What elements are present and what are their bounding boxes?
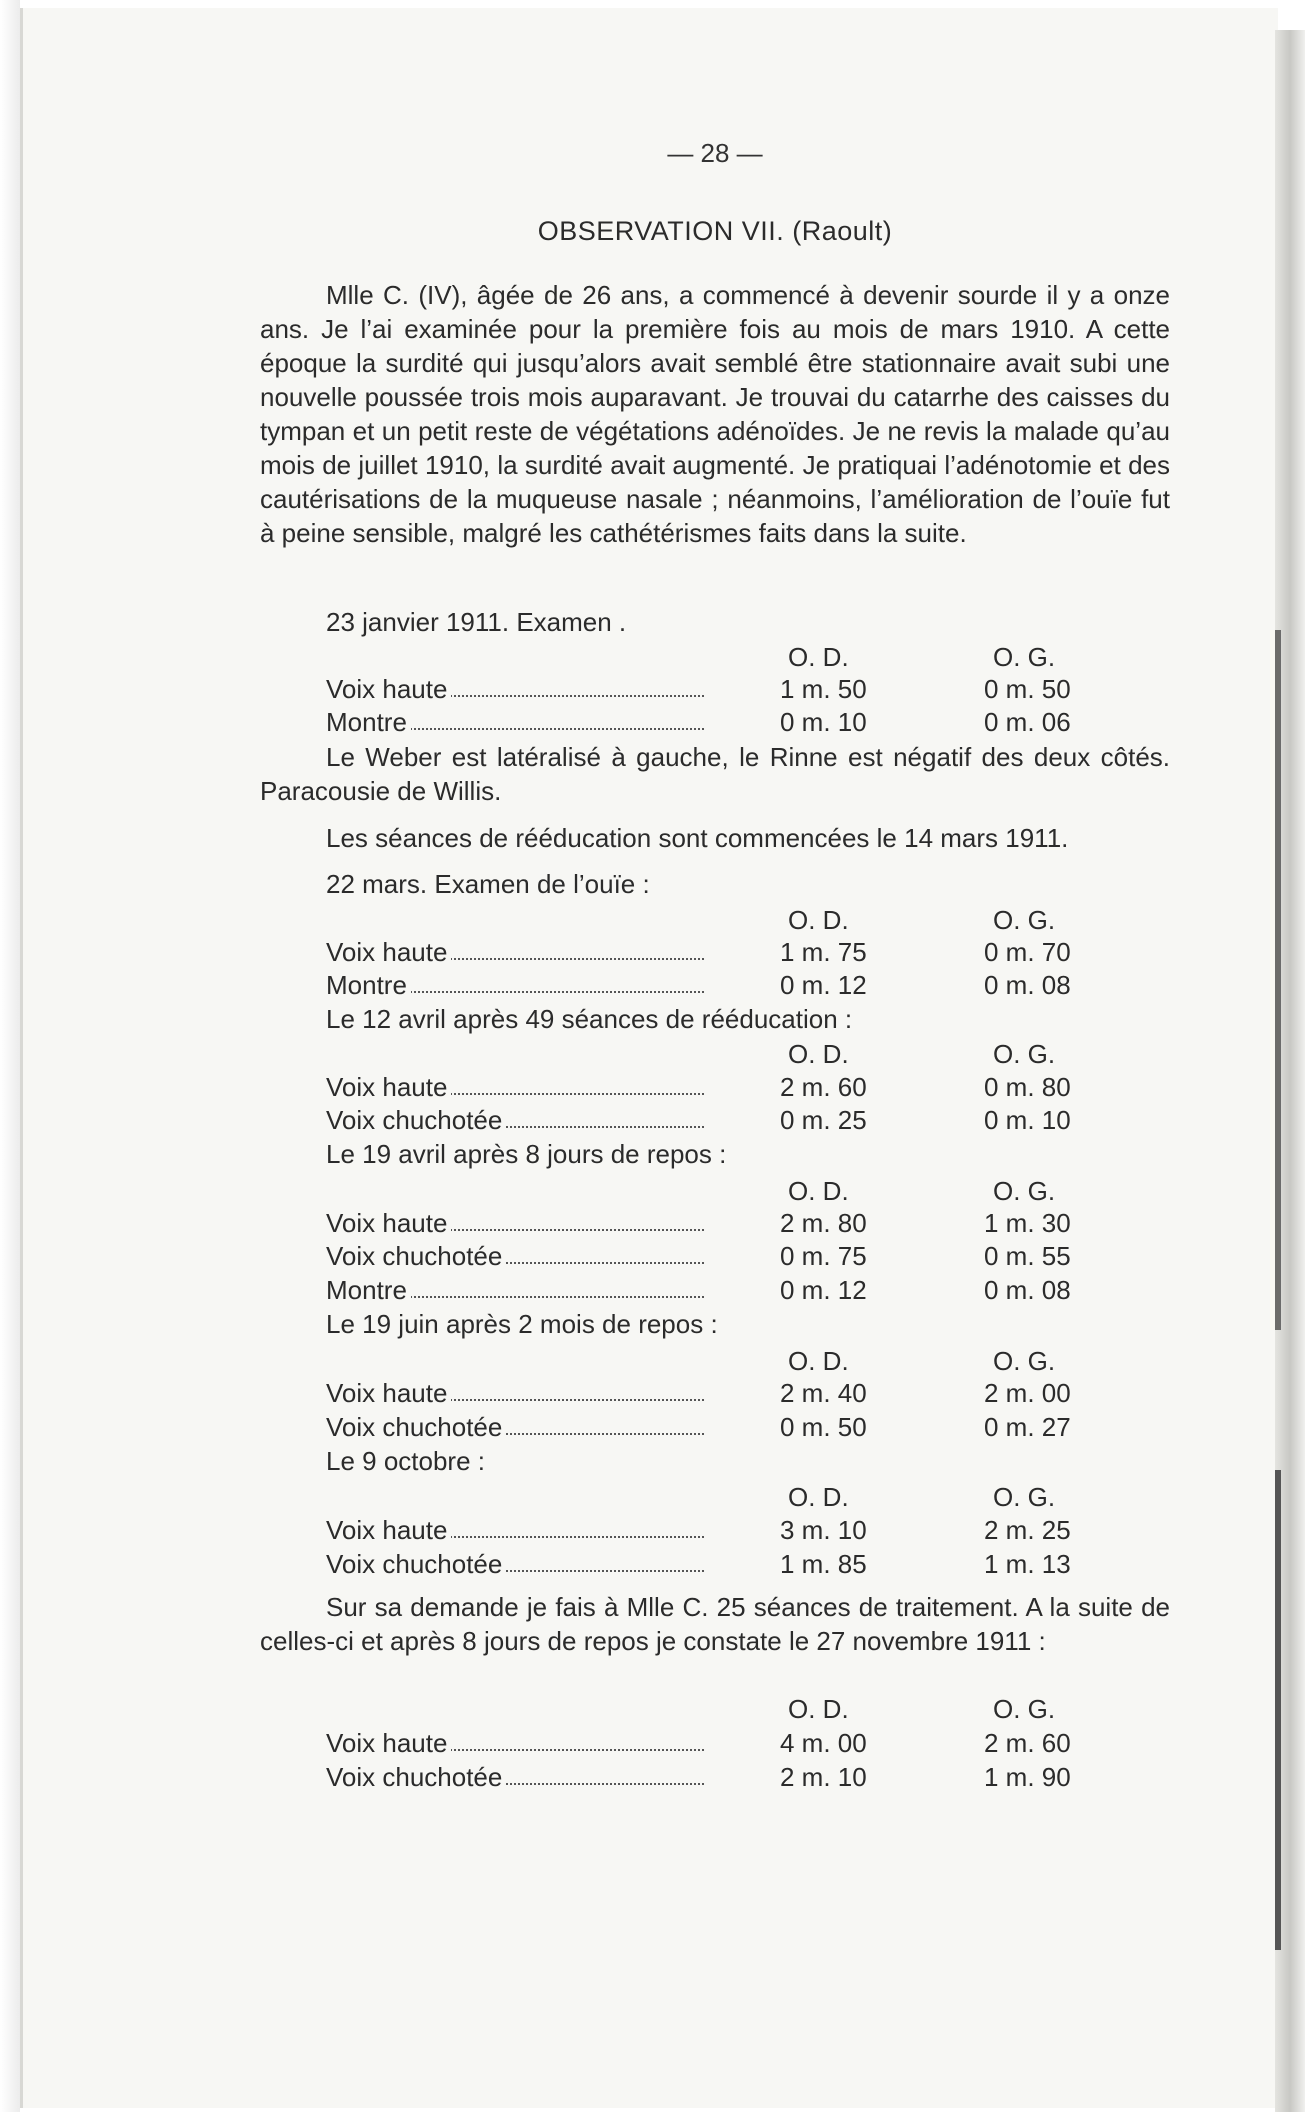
od-value: 0 m. 12 — [780, 1275, 867, 1305]
og-value: 0 m. 80 — [984, 1072, 1071, 1102]
exam-heading: Le 12 avril après 49 séances de rééducation : — [326, 1004, 853, 1034]
og-value: 0 m. 08 — [984, 1275, 1071, 1305]
od-value: 0 m. 50 — [780, 1412, 867, 1442]
og-value: 0 m. 55 — [984, 1241, 1071, 1271]
column-header-og: O. G. — [993, 1482, 1056, 1512]
row-label: Voix chuchotée — [326, 1105, 506, 1135]
od-value: 0 m. 10 — [780, 707, 867, 737]
row-label: Voix haute — [326, 1072, 451, 1102]
page-right-edge — [1275, 30, 1305, 2112]
exam-heading: Le 9 octobre : — [326, 1446, 485, 1476]
og-value: 0 m. 06 — [984, 707, 1071, 737]
og-value: 1 m. 30 — [984, 1208, 1071, 1238]
edge-mark — [1275, 1470, 1281, 1950]
column-header-od: O. D. — [788, 1039, 849, 1069]
row-label: Voix chuchotée — [326, 1762, 506, 1792]
table-row — [326, 1726, 1106, 1760]
table-row — [326, 935, 1106, 969]
row-label: Voix chuchotée — [326, 1549, 506, 1579]
page-binding-edge — [0, 0, 20, 2112]
og-value: 0 m. 50 — [984, 674, 1071, 704]
table-row — [326, 1760, 1106, 1794]
column-header-od: O. D. — [788, 1176, 849, 1206]
od-value: 0 m. 75 — [780, 1241, 867, 1271]
od-value: 0 m. 12 — [780, 970, 867, 1000]
column-header-og: O. G. — [993, 1039, 1056, 1069]
column-header-og: O. G. — [993, 1176, 1056, 1206]
od-value: 0 m. 25 — [780, 1105, 867, 1135]
og-value: 0 m. 27 — [984, 1412, 1071, 1442]
column-header-og: O. G. — [993, 1346, 1056, 1376]
exam-heading: Le 19 juin après 2 mois de repos : — [326, 1309, 718, 1339]
od-value: 3 m. 10 — [780, 1515, 867, 1545]
row-label: Voix haute — [326, 674, 451, 704]
exam-heading: 22 mars. Examen de l’ouïe : — [326, 869, 650, 899]
page-number: — 28 — — [667, 138, 763, 168]
od-value: 1 m. 50 — [780, 674, 867, 704]
intro-paragraph: Mlle C. (IV), âgée de 26 ans, a commencé à devenir sourde il y a onze ans. Je l’ai examinée pour la première fois au mois de mars 1910. A cette époque la surdité qui jusqu’alors avait semblé être stationnaire avait subi une nouvelle poussée trois mois auparavant. Je trouvai du catarrhe des caisses du tympan et un petit reste de végétations adénoïdes. Je ne revis la malade qu’au mois de juillet 1910, la surdité avait augmenté. Je pratiquai l’adénotomie et des cautérisations de la muqueuse nasale ; néanmoins, l’amélioration de l’ouïe fut à peine sensible, malgré les cathétérismes faits dans la suite. — [260, 280, 1170, 548]
od-value: 4 m. 00 — [780, 1728, 867, 1758]
row-label: Voix chuchotée — [326, 1241, 506, 1271]
observation-title: OBSERVATION VII. (Raoult) — [537, 216, 893, 246]
og-value: 2 m. 60 — [984, 1728, 1071, 1758]
od-value: 1 m. 85 — [780, 1549, 867, 1579]
row-label: Voix haute — [326, 1208, 451, 1238]
exam-heading: 23 janvier 1911. Examen . — [326, 607, 627, 637]
table-row — [326, 705, 1106, 739]
column-header-og: O. G. — [993, 1694, 1056, 1724]
row-label: Voix haute — [326, 1378, 451, 1408]
column-header-od: O. D. — [788, 1694, 849, 1724]
od-value: 2 m. 60 — [780, 1072, 867, 1102]
column-header-od: O. D. — [788, 905, 849, 935]
seances-line: Les séances de rééducation sont commencées le 14 mars 1911. — [326, 823, 1069, 853]
table-row — [326, 1547, 1106, 1581]
og-value: 0 m. 70 — [984, 937, 1071, 967]
og-value: 1 m. 90 — [984, 1762, 1071, 1792]
og-value: 0 m. 10 — [984, 1105, 1071, 1135]
table-row — [326, 1103, 1106, 1137]
weber-paragraph: Le Weber est latéralisé à gauche, le Rinne est négatif des deux côtés. Paracousie de Willis. — [260, 742, 1170, 806]
og-value: 2 m. 00 — [984, 1378, 1071, 1408]
row-label: Voix haute — [326, 1515, 451, 1545]
table-row — [326, 1410, 1106, 1444]
od-value: 2 m. 80 — [780, 1208, 867, 1238]
table-row — [326, 1239, 1106, 1273]
table-row — [326, 1376, 1106, 1410]
table-row — [326, 968, 1106, 1002]
column-header-od: O. D. — [788, 1482, 849, 1512]
table-row — [326, 1513, 1106, 1547]
column-header-od: O. D. — [788, 642, 849, 672]
og-value: 1 m. 13 — [984, 1549, 1071, 1579]
row-label: Voix chuchotée — [326, 1412, 506, 1442]
table-row — [326, 1273, 1106, 1307]
column-header-og: O. G. — [993, 905, 1056, 935]
od-value: 1 m. 75 — [780, 937, 867, 967]
table-row — [326, 672, 1106, 706]
column-header-og: O. G. — [993, 642, 1056, 672]
traitement-paragraph: Sur sa demande je fais à Mlle C. 25 séances de traitement. A la suite de celles-ci et après 8 jours de repos je constate le 27 novembre 1911 : — [260, 1592, 1170, 1656]
og-value: 0 m. 08 — [984, 970, 1071, 1000]
table-row — [326, 1070, 1106, 1104]
exam-heading: Le 19 avril après 8 jours de repos : — [326, 1139, 727, 1169]
table-row — [326, 1206, 1106, 1240]
og-value: 2 m. 25 — [984, 1515, 1071, 1545]
row-label: Montre — [326, 707, 411, 737]
row-label: Voix haute — [326, 937, 451, 967]
column-header-od: O. D. — [788, 1346, 849, 1376]
od-value: 2 m. 40 — [780, 1378, 867, 1408]
od-value: 2 m. 10 — [780, 1762, 867, 1792]
edge-mark — [1275, 630, 1281, 1330]
row-label: Voix haute — [326, 1728, 451, 1758]
row-label: Montre — [326, 970, 411, 1000]
row-label: Montre — [326, 1275, 411, 1305]
